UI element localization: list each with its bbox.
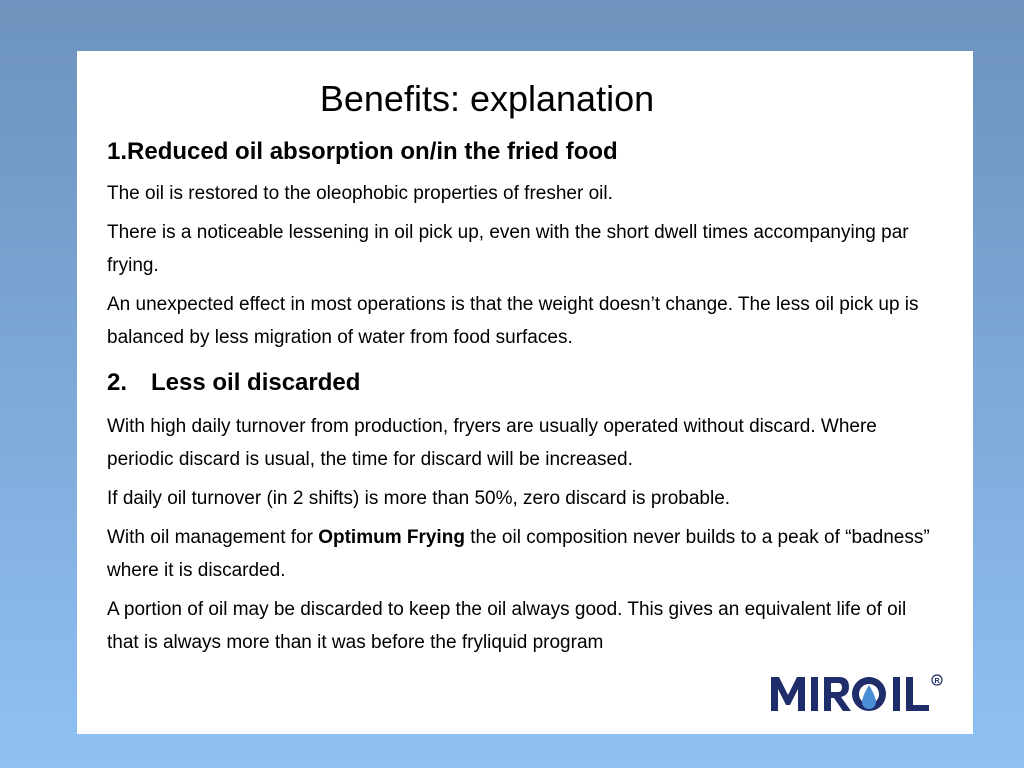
section-2-paragraph-2: If daily oil turnover (in 2 shifts) is more than 50%, zero discard is probable. (107, 488, 731, 509)
miroil-logo (769, 671, 949, 715)
section-2-paragraph-1: With high daily turnover from production, fryers are usually operated without discard. Where periodic discard is usual, the time for discard will be increased. (107, 416, 877, 470)
section-2-number: 2. (107, 369, 128, 396)
section-2-heading (107, 368, 937, 398)
slide-title: Benefits: explanation (319, 78, 655, 119)
logo-letter-i (811, 677, 818, 711)
management-text-after: the oil composition never builds to a peak of “badness” where it is discarded. (107, 527, 930, 581)
section-1-paragraph-2: There is a noticeable lessening in oil pick up, even with the short dwell times accompanying par frying. (107, 222, 909, 276)
logo-letter-l (906, 677, 929, 711)
svg-text:R: R (934, 678, 940, 685)
oil-drop-icon (862, 685, 876, 709)
section-1-paragraph-3: An unexpected effect in most operations is that the weight doesn’t change. The less oil pick up is balanced by less migration of water from food surfaces. (107, 294, 919, 348)
section-1-heading: 1.Reduced oil absorption on/in the fried food (107, 138, 618, 165)
logo-letter-i-2 (893, 677, 900, 711)
section-1-paragraph-1: The oil is restored to the oleophobic properties of fresher oil. (107, 183, 613, 204)
section-2-paragraph-4: A portion of oil may be discarded to keep the oil always good. This gives an equivalent life of oil that is always more than it was before the fryliquid program (107, 599, 907, 653)
section-2-title: Less oil discarded (151, 369, 361, 396)
logo-letter-r (824, 677, 851, 711)
slide-content (107, 137, 937, 665)
management-text-before: With oil management for (107, 527, 319, 548)
section-2-paragraph-3 (107, 521, 937, 587)
logo-letter-m (771, 677, 805, 711)
slide-panel (77, 51, 973, 734)
optimum-frying-bold: Optimum Frying (318, 527, 465, 548)
